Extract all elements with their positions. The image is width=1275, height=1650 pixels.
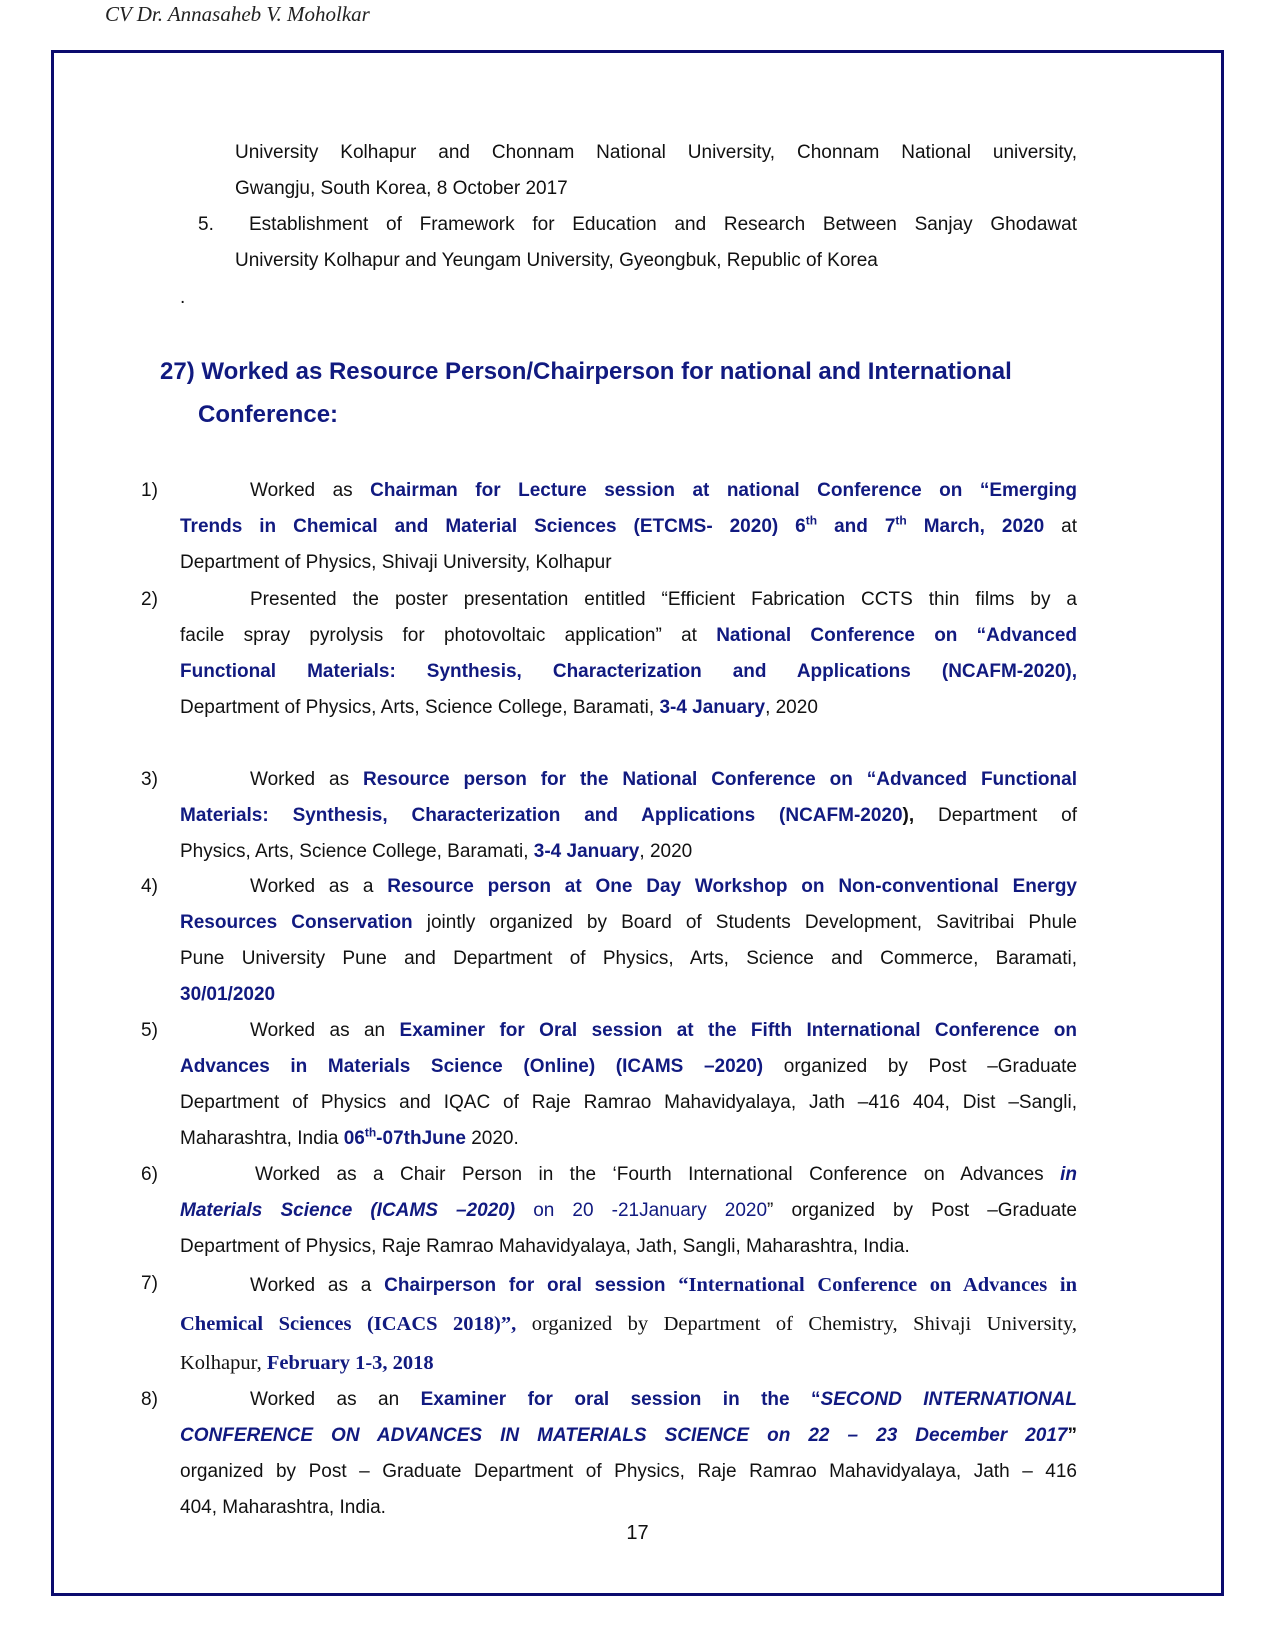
item-line (180, 834, 1077, 870)
prev-list-continuation (235, 135, 1077, 207)
date-text: on 20 -21January 2020 (515, 1200, 768, 1221)
prev-list-line: Establishment of Framework for Education and Research Between Sanjay Ghodawat (249, 214, 1077, 235)
section-heading-line2: Conference: (198, 401, 339, 428)
plain-text: ” (1067, 1425, 1077, 1446)
highlight-text: -07thJune (376, 1128, 466, 1149)
list-item-7 (180, 1266, 1077, 1383)
item-line: Department of Physics, Shivaji University, Kolhapur (180, 552, 612, 573)
plain-text: Kolhapur, (180, 1352, 267, 1374)
item-line (180, 1418, 1077, 1454)
superscript: th (805, 513, 818, 528)
item-line (180, 762, 1077, 798)
running-head: CV Dr. Annasaheb V. Moholkar (105, 2, 370, 26)
highlight-text: “International Conference on Advances in (678, 1274, 1077, 1296)
plain-text: Department of (914, 805, 1078, 826)
prev-list-line: University Kolhapur and Chonnam National University, Chonnam National university, (235, 142, 1077, 163)
list-number: 8) (141, 1389, 158, 1410)
prev-list-line: University Kolhapur and Yeungam University, Gyeongbuk, Republic of Korea (235, 250, 878, 271)
page-number: 17 (626, 1522, 649, 1544)
plain-text: organized by Post –Graduate (763, 1056, 1077, 1077)
highlight-text: March, 2020 (906, 516, 1045, 537)
plain-text: at (1044, 516, 1078, 537)
highlight-text: 3-4 January (659, 697, 766, 718)
item-line (180, 1305, 1077, 1344)
prev-list-item-5 (249, 207, 1077, 243)
plain-text: Worked as a Chair Person in the ‘Fourth International Conference on Advances (255, 1164, 1061, 1185)
highlight-text: Trends in Chemical and Material Sciences (ETCMS- 2020) 6 (180, 516, 806, 537)
highlight-text: Resource person for the National Conference on “Advanced Functional (362, 769, 1077, 790)
item-line (180, 1344, 1077, 1383)
superscript: th (895, 513, 907, 528)
list-number: 5. (198, 214, 214, 235)
item-line: Functional Materials: Synthesis, Characterization and Applications (NCAFM-2020), (180, 661, 1077, 682)
item-line: organized by Post – Graduate Department of Physics, Raje Ramrao Mahavidyalaya, Jath – 416 (180, 1461, 1077, 1482)
list-item-3 (180, 762, 1077, 870)
plain-text: , 2020 (639, 841, 693, 862)
highlight-text: and 7 (817, 516, 896, 537)
list-item-1 (180, 473, 1077, 581)
plain-text: , 2020 (765, 697, 818, 718)
superscript: th (364, 1125, 377, 1140)
highlight-text: in (1060, 1164, 1077, 1185)
plain-text: facile spray pyrolysis for photovoltaic application” at (180, 625, 717, 646)
highlight-text: Materials: Synthesis, Characterization and Applications (NCAFM-2020 (180, 805, 903, 826)
highlight-text: Chairperson for oral session (384, 1275, 679, 1296)
highlight-text: National Conference on “Advanced (716, 625, 1077, 646)
item-line: 404, Maharashtra, India. (180, 1497, 386, 1518)
item-line: Presented the poster presentation entitled “Efficient Fabrication CCTS thin films by a (250, 589, 1077, 610)
prev-list-item-5-cont (235, 243, 1077, 279)
highlight-text: SECOND INTERNATIONAL (820, 1389, 1078, 1410)
highlight-text: February 1-3, 2018 (266, 1352, 434, 1374)
item-line (180, 798, 1077, 834)
list-item-5 (180, 1013, 1077, 1157)
item-line (180, 1121, 1077, 1157)
plain-text: Worked as (250, 769, 363, 790)
item-line: 30/01/2020 (180, 984, 276, 1005)
highlight-text: CONFERENCE ON ADVANCES IN MATERIALS SCIENCE on 22 – 23 December 2017 (180, 1425, 1068, 1446)
highlight-text: Materials Science (ICAMS –2020) (180, 1200, 516, 1221)
plain-text: Worked as a (250, 876, 388, 897)
list-number: 5) (141, 1020, 158, 1041)
item-line: Department of Physics, Raje Ramrao Mahavidyalaya, Jath, Sangli, Maharashtra, India. (180, 1236, 910, 1257)
list-item-2 (180, 582, 1077, 726)
item-line (180, 1266, 1077, 1305)
item-line (180, 1049, 1077, 1085)
plain-text: Worked as a (250, 1275, 385, 1296)
list-item-4 (180, 869, 1077, 1013)
highlight-text: Resource person at One Day Workshop on Non-conventional Energy (387, 876, 1077, 897)
plain-text: 2020. (465, 1128, 519, 1149)
list-number: 4) (141, 876, 158, 897)
plain-text: Worked as an (250, 1389, 421, 1410)
prev-list-line: Gwangju, South Korea, 8 October 2017 (235, 178, 568, 199)
highlight-text: Examiner for oral session in the “ (420, 1389, 821, 1410)
highlight-text: Examiner for Oral session at the Fifth International Conference on (399, 1020, 1078, 1041)
list-number: 1) (141, 480, 158, 501)
section-heading-line1: 27) Worked as Resource Person/Chairperson for national and International (160, 358, 1012, 385)
item-line (180, 869, 1077, 905)
highlight-text: Chairman for Lecture session at national Conference on “Emerging (370, 480, 1077, 501)
plain-text: Maharashtra, India (180, 1128, 344, 1149)
plain-text: Worked as (250, 480, 371, 501)
list-number: 6) (141, 1164, 158, 1185)
plain-text: Physics, Arts, Science College, Baramati, (180, 841, 534, 862)
item-line (180, 905, 1077, 941)
highlight-text: 06 (343, 1128, 365, 1149)
highlight-text: Advances in Materials Science (Online) (ICAMS –2020) (180, 1056, 764, 1077)
item-line (180, 473, 1077, 509)
list-number: 7) (141, 1273, 158, 1294)
plain-text: Department of Physics, Arts, Science College, Baramati, (180, 697, 660, 718)
item-line (180, 1382, 1077, 1418)
plain-text: organized by Department of Chemistry, Shivaji University, (516, 1313, 1077, 1335)
item-line (180, 690, 1077, 726)
plain-text: ” organized by Post –Graduate (767, 1200, 1077, 1221)
section-heading (160, 350, 1012, 436)
stray-dot: . (180, 287, 186, 308)
plain-text: Worked as an (250, 1020, 400, 1041)
plain-text: jointly organized by Board of Students Development, Savitribai Phule (412, 912, 1077, 933)
item-line (180, 1157, 1077, 1193)
item-line (180, 1013, 1077, 1049)
list-number: 3) (141, 769, 158, 790)
highlight-text: Resources Conservation (180, 912, 413, 933)
list-item-8 (180, 1382, 1077, 1526)
list-item-6 (180, 1157, 1077, 1265)
item-line: Department of Physics and IQAC of Raje Ramrao Mahavidyalaya, Jath –416 404, Dist –Sangli, (180, 1092, 1077, 1113)
highlight-text: 3-4 January (533, 841, 640, 862)
item-line (180, 618, 1077, 654)
item-line: Pune University Pune and Department of Physics, Arts, Science and Commerce, Baramati, (180, 948, 1077, 969)
plain-text: ), (902, 805, 915, 826)
highlight-text: Chemical Sciences (ICACS 2018)”, (180, 1313, 517, 1335)
list-number: 2) (141, 589, 158, 610)
item-line (180, 1193, 1077, 1229)
item-line (180, 509, 1077, 545)
